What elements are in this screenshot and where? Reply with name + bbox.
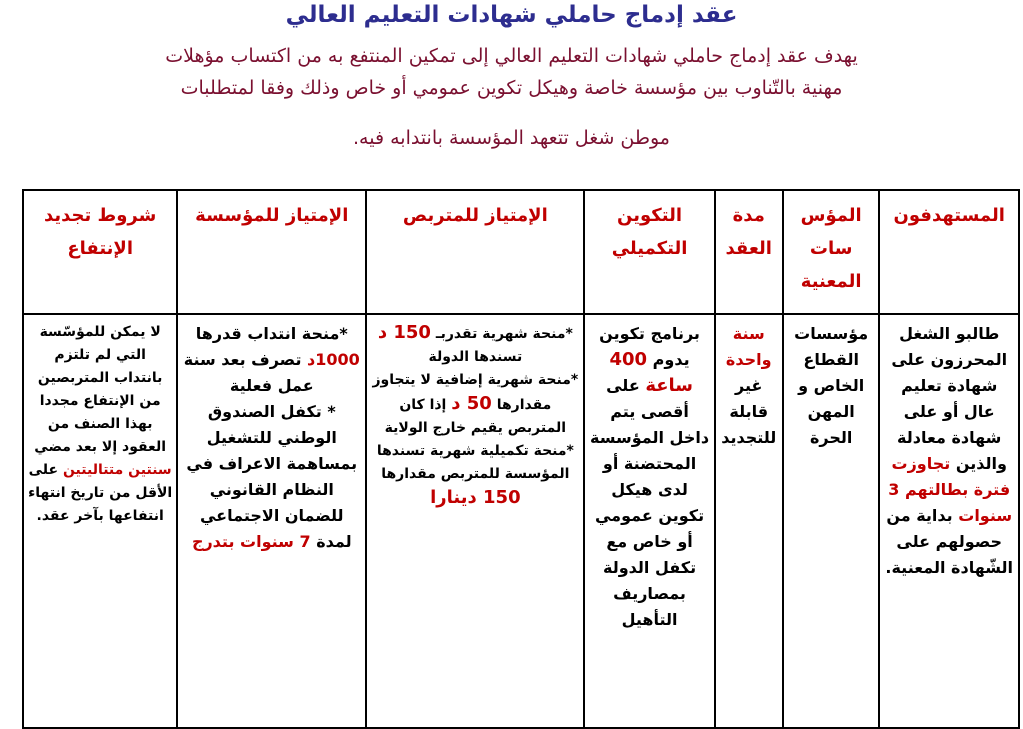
header-trainee-benefits: الإمتياز للمتربص (366, 190, 584, 314)
renewal-text-c: على الأقل من تاريخ انتهاء انتفاعها بآخر عقد. (28, 462, 173, 524)
header-row (23, 190, 1019, 314)
header-renewal: شروط تجديد الإنتفاع (23, 190, 177, 314)
institution-text-a: *منحة انتداب قدرها (195, 324, 348, 343)
trainee-highlight-1: 150 د (377, 322, 431, 343)
trainee-text-c: تسندها الدولة (428, 349, 523, 365)
cell-institution-benefits (177, 314, 366, 728)
training-text-c: على أقصى يتم داخل المؤسسة المحتضنة أو لدى هيكل تكوين عمومي أو خاص مع تكفل الدولة بمصاريف التأهيل (590, 376, 710, 629)
institution-text-c: تصرف بعد سنة عمل فعلية (183, 350, 314, 395)
page-title: عقد إدماج حاملي شهادات التعليم العالي (285, 2, 738, 28)
trainee-highlight-2: 50 د (451, 393, 492, 414)
program-table (22, 189, 1020, 729)
cell-beneficiaries (879, 314, 1019, 728)
training-highlight: 400 ساعة (609, 349, 693, 396)
trainee-text-a: *منحة شهرية تقدربـ (435, 326, 573, 342)
trainee-text-d: *منحة شهرية إضافية لا يتجاوز مقدارها (372, 372, 579, 413)
trainee-text-f: إذا كان المتربص يقيم خارج الولاية (384, 397, 567, 436)
institution-highlight-1: 1000د (307, 350, 360, 369)
institution-text-d: * تكفل الصندوق الوطني للتشغيل بمساهمة الاعراف في النظام القانوني للضمان الاجتماعي لمدة (186, 402, 358, 551)
cell-trainee-benefits (366, 314, 584, 728)
renewal-highlight: سنتين متتاليتين (62, 462, 172, 478)
cell-renewal (23, 314, 177, 728)
duration-highlight: سنة واحدة (725, 324, 772, 369)
training-text-a: برنامج تكوين يدوم (599, 324, 700, 369)
cell-training (584, 314, 714, 728)
renewal-text-a: لا يمكن للمؤسّسة التي لم تلتزم بانتداب المتربصين من الإنتفاع مجددا بهذا الصنف من العقود إلا بعد مضي (34, 324, 167, 455)
header-training: التكوين التكميلي (584, 190, 714, 314)
intro-paragraph (40, 40, 983, 154)
cell-institutions: مؤسسات القطاع الخاص و المهن الحرة (783, 314, 880, 728)
header-institutions: المؤس سات المعنية (783, 190, 880, 314)
trainee-highlight-3: 150 دينارا (430, 487, 521, 508)
beneficiaries-highlight: تجاوزت فترة بطالتهم 3 سنوات (888, 454, 1013, 525)
header-beneficiaries: المستهدفون (879, 190, 1019, 314)
institution-highlight-2: 7 سنوات بتدرج (191, 532, 311, 551)
intro-line-3: موطن شغل تتعهد المؤسسة بانتدابه فيه. (353, 127, 670, 149)
header-duration: مدة العقد (715, 190, 783, 314)
intro-line-2: مهنية بالتّناوب بين مؤسسة خاصة وهيكل تكوين عمومي أو خاص وذلك وفقا لمتطلبات (180, 77, 843, 99)
cell-duration (715, 314, 783, 728)
header-institution-benefits: الإمتياز للمؤسسة (177, 190, 366, 314)
beneficiaries-text-a: طالبو الشغل المحرزون على شهادة تعليم عال أو على شهادة معادلة والذين (891, 324, 1008, 473)
duration-text-b: غير قابلة للتجديد (721, 376, 777, 447)
trainee-text-g: *منحة تكميلية شهرية تسندها المؤسسة للمتربص مقدارها (376, 443, 574, 482)
intro-line-1: يهدف عقد إدماج حاملي شهادات التعليم العالي إلى تمكين المنتفع به من اكتساب مؤهلات (165, 45, 858, 67)
table-row (23, 314, 1019, 728)
beneficiaries-text-c: بداية من حصولهم على الشّهادة المعنية. (885, 506, 1014, 577)
